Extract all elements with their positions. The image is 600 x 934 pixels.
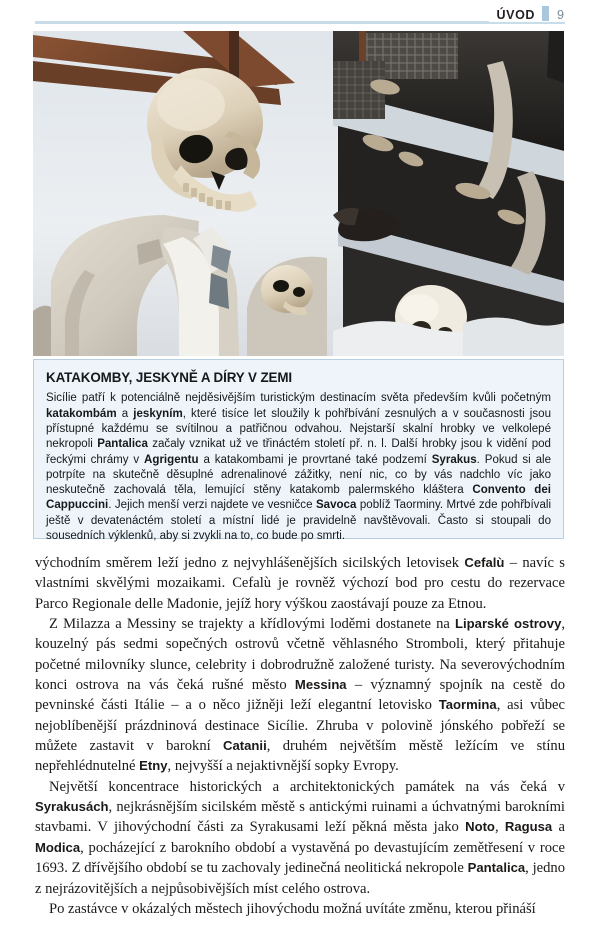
body-paragraph: východním směrem leží jedno z nejvyhlášenějších sicilských letovisek Cefalù – navíc s vlastními skvělými mozaikami. Cefalù je rovněž výchozí bod pro cestu do rezervace Parco Regionale delle Madonie, jejíž hory výškou zaostávají pouze za Etnou. xyxy=(35,555,565,612)
body-paragraph: Po zastávce v okázalých městech jihovýchodu možná uvítáte změnu, kterou přináší xyxy=(49,900,536,917)
infobox-title: KATAKOMBY, JESKYNĚ A DÍRY V ZEMI xyxy=(46,370,293,385)
infobox-katakomby xyxy=(33,359,564,543)
body-paragraph: Největší koncentrace historických a architektonických památek na vás čeká v Syrakusách, nejkrásnějším sicilském městě s antickými ruinami a úchvatnými barokními stavbami. V jihovýchodní části za Syrakusami leží pěkná města jako Noto, Ragusa a Modica, pocházející z barokního období a vystavěná po devastujícím zemětřesení v roce 1693. Z dřívějšího období se tu zachovaly jedinečná neolitická nekropole Pantalica, jedno z nejrázovitějších a nejpůsobivějších míst celého ostrova. xyxy=(35,778,566,897)
body-paragraph: Z Milazza a Messiny se trajekty a křídlovými loděmi dostanete na Liparské ostrovy, kouzelný pás sedmi sopečných ostrovů včetně věhlasného Stromboli, který přitahuje početné milovníky slunce, celebrity i dobrodružně založené turisty. Na severovýchodním konci ostrova na vás čeká rušné město Messina – významný spojník na cestě do pevninské části Itálie – a o něco jižněji leží elegantní letovisko Taormina, asi vůbec nejoblíbenější prázdninová destinace Sicílie. Zhruba v polovině jónského pobřeží se můžete zastavit v barokní Catanii, druhém největším městě ležícím ve stínu nepřehlédnutelné Etny, nejvyšší a nejaktivnější sopky Evropy. xyxy=(35,616,566,775)
page-title: ÚVOD xyxy=(496,8,536,22)
header-separator-bar xyxy=(542,6,549,21)
header-rule xyxy=(35,21,565,24)
running-header xyxy=(35,4,565,26)
catacombs-photo-illustration xyxy=(33,31,564,356)
header-label-group xyxy=(489,4,565,22)
catacombs-photo xyxy=(33,31,564,356)
infobox-body: Sicílie patří k potenciálně nejděsivějším turistickým destinacím světa především kvůli početným katakombám a jeskyním, které tisíce let sloužily k pohřbívání zesnulých a v současnosti jsou přístupné každému se svítilnou a patřičnou odvahou. Nejstarší skalní hrobky ve velkolepé nekropoli Pantalica začaly vznikat už ve třináctém století př. n. l. Další hrobky jsou k vidění pod řeckými chrámy v Agrigentu a katakombami je provrtané také podzemí Syrakus. Pokud si ale potrpíte na skutečně děsuplné adrenalinové zážitky, není nic, co by vás nadchlo víc jako neskutečně zachovalá těla, lemující stěny katakomb palermského kláštera Convento dei Cappuccini. Jejich menší verzi najdete ve vesničce Savoca poblíž Taorminy. Mrtvé zde pohřbívali ještě v devatenáctém století a místní lidé je pravidelně navštěvovali. Často si stoupali do sousedních výklenků, aby si zvykli na to, co bude po smrti. xyxy=(46,392,552,543)
body-text-column xyxy=(35,553,565,919)
page-number: 9 xyxy=(557,8,564,22)
